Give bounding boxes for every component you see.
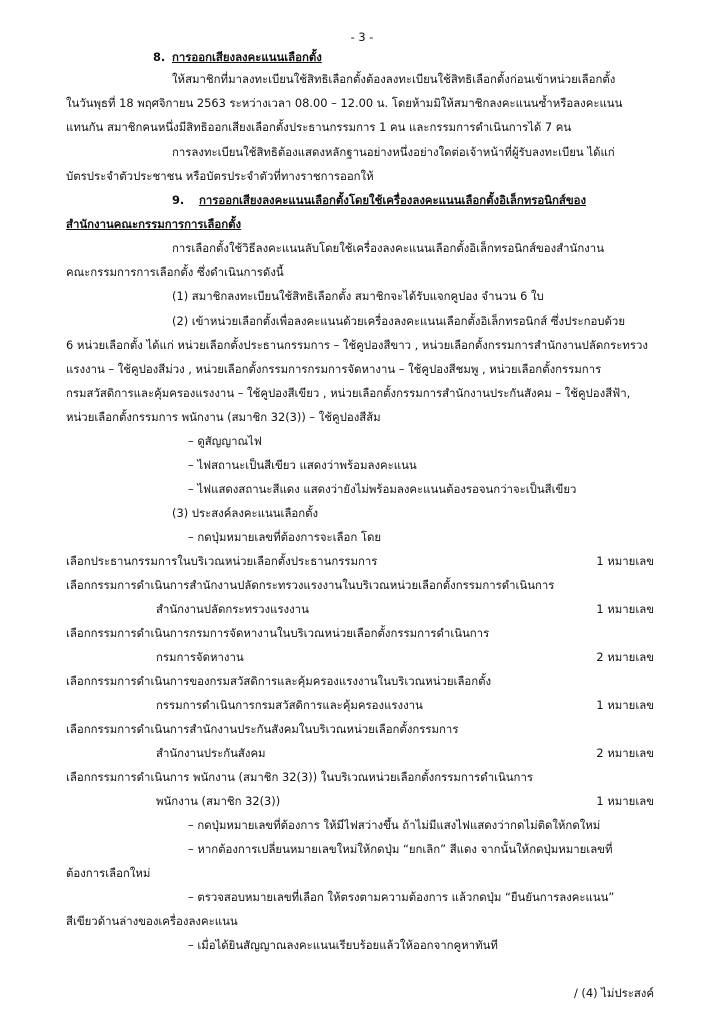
election-item-text: เลือกกรรมการดำเนินการกรมการจัดหางานในบริเวณหน่วยเลือกตั้งกรรมการดำเนินการ	[66, 626, 490, 640]
step-2: หน่วยเลือกตั้งกรรมการ พนักงาน (สมาชิก 32(3)) – ใช้คูปองสีส้ม	[66, 410, 381, 424]
section-8-text: แทนกัน สมาชิกคนหนึ่งมีสิทธิออกเสียงเลือกตั้งประธานกรรมการ 1 คน และกรรมการดำเนินการได้ 7 คน	[66, 120, 572, 134]
election-item-text: เลือกกรรมการดำเนินการ พนักงาน (สมาชิก 32(3)) ในบริเวณหน่วยเลือกตั้งกรรมการดำเนินการ	[66, 770, 533, 784]
section-8-number: 8.	[153, 50, 166, 64]
step-1: (1) สมาชิกลงทะเบียนใช้สิทธิเลือกตั้ง สมาชิกจะได้รับแจกคูปอง จำนวน 6 ใบ	[172, 289, 544, 303]
bullet-item: – กดปุ่มหมายเลขที่ต้องการจะเลือก โดย	[188, 530, 382, 544]
election-item-count: 2 หมายเลข	[596, 650, 654, 664]
section-8-heading: การออกเสียงลงคะแนนเลือกตั้ง	[172, 50, 322, 64]
election-item-text: พนักงาน (สมาชิก 32(3))	[156, 794, 281, 808]
election-item-text: กรมการจัดหางาน	[156, 650, 244, 664]
section-9-heading: การออกเสียงลงคะแนนเลือกตั้งโดยใช้เครื่องลงคะแนนเลือกตั้งอิเล็กทรอนิกส์ของ	[199, 193, 587, 207]
election-item-text: เลือกกรรมการดำเนินการของกรมสวัสดิการและคุ้มครองแรงงานในบริเวณหน่วยเลือกตั้ง	[66, 674, 492, 688]
election-item-text: เลือกประธานกรรมการในบริเวณหน่วยเลือกตั้งประธานกรรมการ	[66, 554, 378, 568]
page-number: - 3 -	[350, 30, 374, 44]
continuation-footer: / (4) ไม่ประสงค์	[573, 986, 654, 1000]
bullet-item: ต้องการเลือกใหม่	[66, 866, 151, 880]
section-8-text: บัตรประจำตัวประชาชน หรือบัตรประจำตัวที่ทางราชการออกให้	[66, 169, 374, 183]
election-item-count: 1 หมายเลข	[596, 794, 654, 808]
election-item-text: กรรมการดำเนินการกรมสวัสดิการและคุ้มครองแรงงาน	[156, 698, 423, 712]
step-3: (3) ประสงค์ลงคะแนนเลือกตั้ง	[172, 506, 319, 520]
section-9-number: 9.	[172, 193, 185, 207]
election-item-text: สำนักงานประกันสังคม	[156, 746, 266, 760]
election-item-text: เลือกกรรมการดำเนินการสำนักงานประกันสังคมในบริเวณหน่วยเลือกตั้งกรรมการ	[66, 722, 459, 736]
step-2: แรงงาน – ใช้คูปองสีม่วง , หน่วยเลือกตั้งกรรมการกรมการจัดหางาน – ใช้คูปองสีชมพู , หน่วยเลือกตั้งกรรมการ	[66, 362, 602, 376]
section-8-text: ให้สมาชิกที่มาลงทะเบียนใช้สิทธิเลือกตั้งต้องลงทะเบียนใช้สิทธิเลือกตั้งก่อนเข้าหน่วยเลือกตั้ง	[172, 72, 616, 86]
bullet-item: สีเขียวด้านล่างของเครื่องลงคะแนน	[66, 914, 238, 928]
bullet-item: – หากต้องการเปลี่ยนหมายเลขใหม่ให้กดปุ่ม “ยกเลิก” สีแดง จากนั้นให้กดปุ่มหมายเลขที่	[188, 842, 613, 856]
bullet-item: – ตรวจสอบหมายเลขที่เลือก ให้ตรงตามความต้องการ แล้วกดปุ่ม “ยืนยันการลงคะแนน”	[188, 890, 615, 904]
election-item-count: 1 หมายเลข	[596, 602, 654, 616]
section-8-text: การลงทะเบียนใช้สิทธิต้องแสดงหลักฐานอย่างหนึ่งอย่างใดต่อเจ้าหน้าที่ผู้รับลงทะเบียน ได้แก่	[172, 145, 615, 159]
section-9-heading: สำนักงานคณะกรรมการการเลือกตั้ง	[66, 217, 242, 231]
step-2: (2) เข้าหน่วยเลือกตั้งเพื่อลงคะแนนด้วยเครื่องลงคะแนนเลือกตั้งอิเล็กทรอนิกส์ ซึ่งประกอบด้วย	[172, 314, 625, 328]
section-9-text: การเลือกตั้งใช้วิธีลงคะแนนลับโดยใช้เครื่องลงคะแนนเลือกตั้งอิเล็กทรอนิกส์ของสำนักงาน	[172, 241, 604, 255]
election-item-text: เลือกกรรมการดำเนินการสำนักงานปลัดกระทรวงแรงงานในบริเวณหน่วยเลือกตั้งกรรมการดำเนินการ	[66, 578, 555, 592]
section-8-text: ในวันพุธที่ 18 พฤศจิกายน 2563 ระหว่างเวลา 08.00 – 12.00 น. โดยห้ามมิให้สมาชิกลงคะแนนซ้ำหรือลงคะแนน	[66, 96, 623, 110]
election-item-count: 1 หมายเลข	[596, 554, 654, 568]
step-2: 6 หน่วยเลือกตั้ง ได้แก่ หน่วยเลือกตั้งประธานกรรมการ – ใช้คูปองสีขาว , หน่วยเลือกตั้งกรรมการสำนักงานปลัดกระทรวง	[66, 338, 648, 352]
election-item-text: สำนักงานปลัดกระทรวงแรงงาน	[156, 602, 309, 616]
step-2: กรมสวัสดิการและคุ้มครองแรงงาน – ใช้คูปองสีเขียว , หน่วยเลือกตั้งกรรมการสำนักงานประกันสังคม – ใช้คูปองสีฟ้า,	[66, 386, 631, 400]
bullet-item: – ไฟสถานะเป็นสีเขียว แสดงว่าพร้อมลงคะแนน	[188, 458, 417, 472]
election-item-count: 1 หมายเลข	[596, 698, 654, 712]
bullet-item: – ดูสัญญาณไฟ	[188, 434, 262, 448]
bullet-item: – เมื่อได้ยินสัญญาณลงคะแนนเรียบร้อยแล้วให้ออกจากคูหาทันที	[188, 938, 498, 952]
election-item-count: 2 หมายเลข	[596, 746, 654, 760]
section-9-text: คณะกรรมการการเลือกตั้ง ซึ่งดำเนินการดังนี้	[66, 265, 284, 279]
bullet-item: – ไฟแสดงสถานะสีแดง แสดงว่ายังไม่พร้อมลงคะแนนต้องรอจนกว่าจะเป็นสีเขียว	[188, 482, 577, 496]
bullet-item: – กดปุ่มหมายเลขที่ต้องการ ให้มีไฟสว่างขึ้น ถ้าไม่มีแสงไฟแสดงว่ากดไม่ติดให้กดใหม่	[188, 818, 601, 832]
